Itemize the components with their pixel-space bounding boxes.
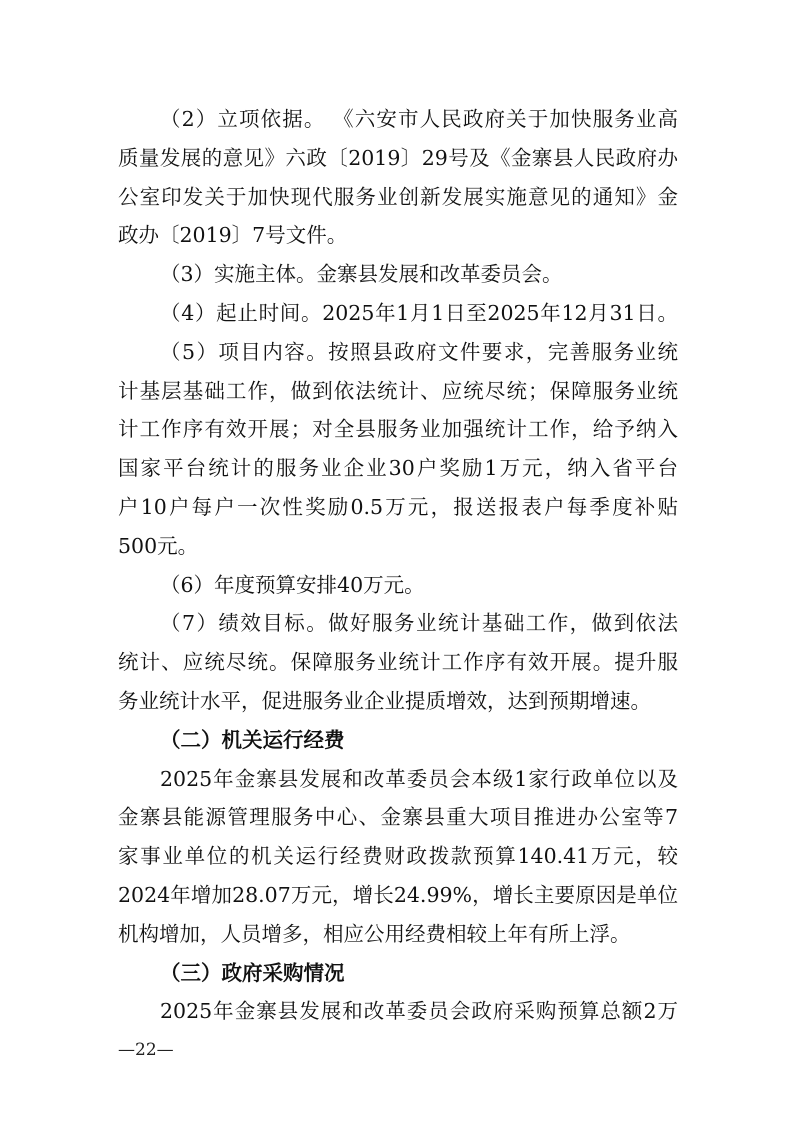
page-number: —22—: [118, 1040, 174, 1060]
paragraph-line: 金寨县能源管理服务中心、金寨县重大项目推进办公室等7: [118, 805, 678, 830]
paragraph-line: （3）实施主体。金寨县发展和改革委员会。: [160, 262, 563, 287]
paragraph-line: 2025年金寨县发展和改革委员会本级1家行政单位以及: [160, 766, 678, 791]
section-heading: （二）机关运行经费: [160, 727, 345, 752]
paragraph-line: （4）起止时间。2025年1月1日至2025年12月31日。: [160, 300, 678, 325]
paragraph-line: 2025年金寨县发展和改革委员会政府采购预算总额2万: [160, 999, 678, 1024]
paragraph-line: 机构增加，人员增多，相应公用经费相较上年有所上浮。: [118, 921, 631, 946]
paragraph-line: 公室印发关于加快现代服务业创新发展实施意见的通知》金: [118, 184, 678, 209]
paragraph-line: 质量发展的意见》六政〔2019〕29号及《金寨县人民政府办: [118, 145, 678, 170]
paragraph-line: （2）立项依据。 《六安市人民政府关于加快服务业高: [160, 107, 678, 131]
paragraph-line: 统计、应统尽统。保障服务业统计工作序有效开展。提升服: [118, 650, 678, 675]
paragraph-line: 户10户每户一次性奖励0.5万元，报送报表户每季度补贴: [118, 494, 678, 519]
paragraph-line: （5）项目内容。按照县政府文件要求，完善服务业统: [160, 339, 678, 364]
paragraph-line: （6）年度预算安排40万元。: [160, 572, 425, 597]
section-heading: （三）政府采购情况: [160, 960, 345, 985]
paragraph-line: （7）绩效目标。做好服务业统计基础工作，做到依法: [160, 611, 678, 636]
paragraph-line: 2024年增加28.07万元，增长24.99%，增长主要原因是单位: [118, 882, 678, 907]
paragraph-line: 500元。: [118, 533, 199, 558]
paragraph-line: 政办〔2019〕7号文件。: [118, 223, 348, 248]
paragraph-line: 国家平台统计的服务业企业30户奖励1万元，纳入省平台: [118, 456, 678, 481]
paragraph-line: 计基层基础工作，做到依法统计、应统尽统；保障服务业统: [118, 378, 678, 403]
paragraph-line: 计工作序有效开展；对全县服务业加强统计工作，给予纳入: [118, 417, 678, 442]
paragraph-line: 家事业单位的机关运行经费财政拨款预算140.41万元，较: [118, 844, 678, 869]
document-body: [118, 100, 678, 1031]
paragraph-line: 务业统计水平，促进服务业企业提质增效，达到预期增速。: [118, 688, 651, 713]
